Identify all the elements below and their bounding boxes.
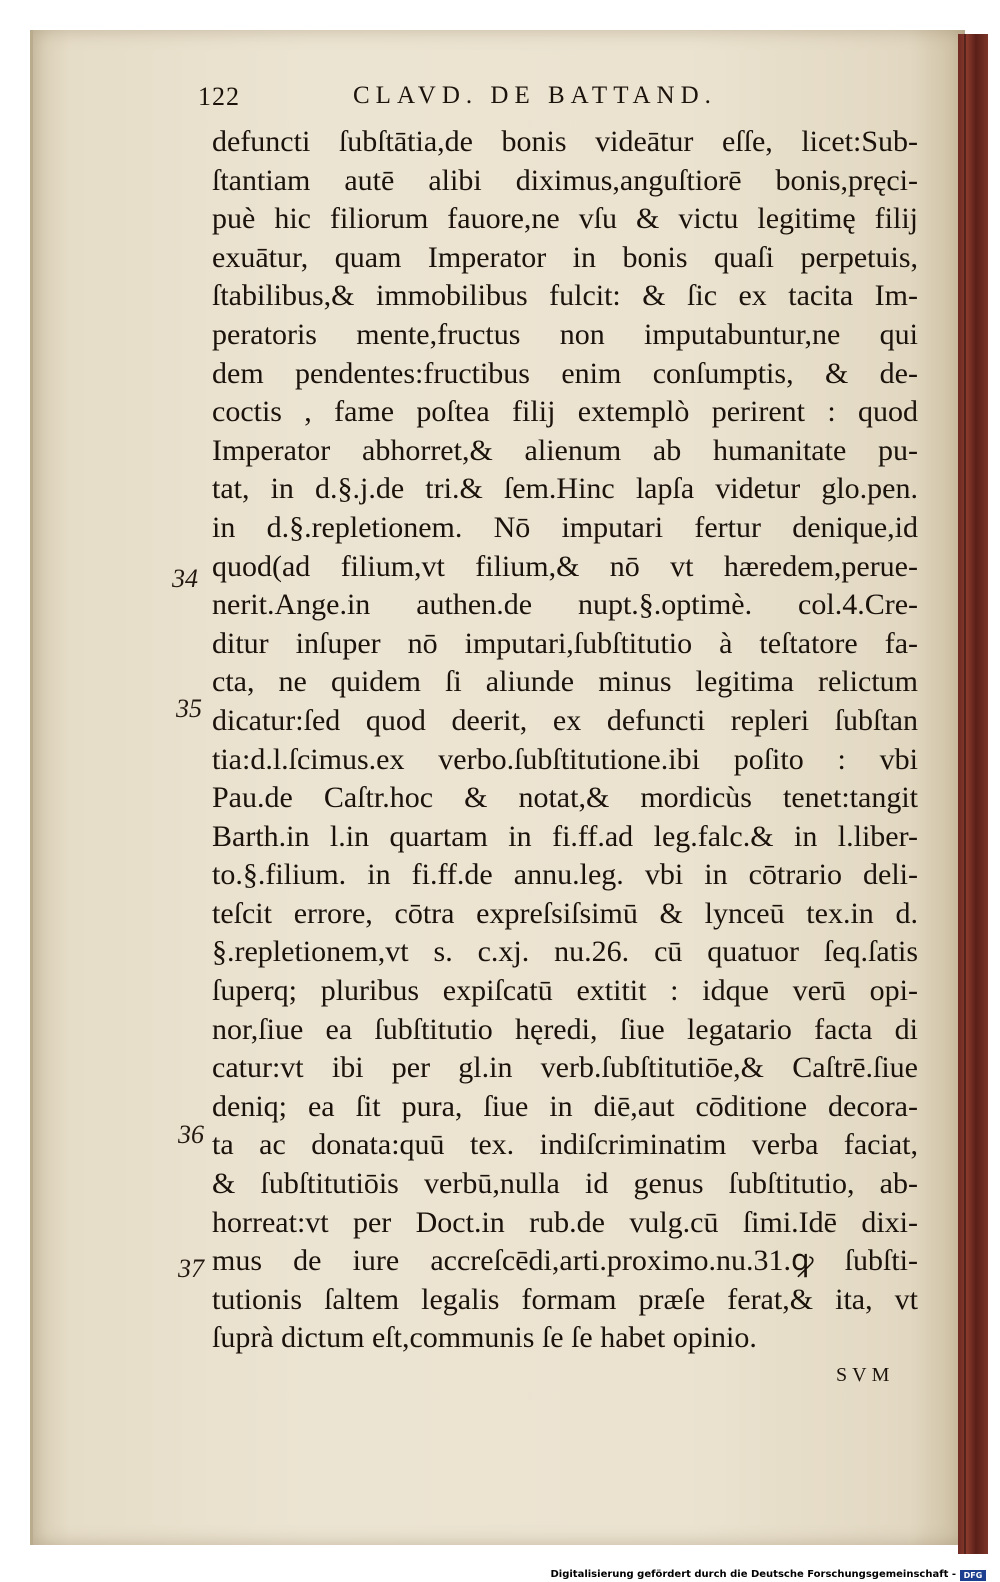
text-line: tia:d.l.ſcimus.ex verbo.ſubſtitutione.ibi poſito : vbi bbox=[212, 742, 918, 776]
running-title: CLAVD. DE BATTAND. bbox=[353, 82, 717, 109]
text-line: ſuprà dictum eſt,communis ſe ſe habet opinio. bbox=[212, 1321, 757, 1355]
text-line: ſuperq; pluribus expiſcatū extitit : idque verū opi- bbox=[212, 974, 918, 1008]
text-line: ſtabilibus,& immobilibus fulcit: & ſic ex tacita Im- bbox=[212, 279, 918, 313]
text-line: exuātur, quam Imperator in bonis quaſi perpetuis, bbox=[212, 240, 918, 274]
margin-number-36: 36 bbox=[178, 1120, 204, 1149]
text-line: coctis , fame poſtea filij extemplò perirent : quod bbox=[212, 395, 918, 429]
text-line: nerit.Ange.in authen.de nupt.§.optimè. col.4.Cre- bbox=[212, 588, 918, 622]
book-fore-edge bbox=[958, 34, 988, 1554]
text-line: Pau.de Caſtr.hoc & notat,& mordicùs tenet:tangit bbox=[212, 781, 918, 815]
text-line: ditur inſuper nō imputari,ſubſtitutio à teſtatore fa- bbox=[212, 626, 918, 660]
text-line: defuncti ſubſtātia,de bonis videātur eſſe, licet:Sub- bbox=[212, 125, 918, 158]
text-line: in d.§.repletionem. Nō imputari fertur denique,id bbox=[212, 510, 918, 544]
body-text bbox=[212, 123, 918, 1358]
text-line: ta ac donata:quū tex. indiſcriminatim verba faciat, bbox=[212, 1128, 918, 1162]
folio-number: 122 bbox=[198, 82, 240, 111]
page-header bbox=[198, 82, 798, 116]
text-line: puè hic filiorum fauore,ne vſu & victu legitimę filij bbox=[212, 202, 918, 236]
digitization-footer bbox=[0, 1570, 1000, 1582]
catchword: SVM bbox=[836, 1364, 895, 1386]
text-line: tutionis ſaltem legalis formam præſe ferat,& ita, vt bbox=[212, 1282, 918, 1316]
text-line: ſtantiam autē alibi diximus,anguſtiorē bonis,pręci- bbox=[212, 163, 918, 197]
text-line: quod(ad filium,vt filium,& nō vt hæredem,perue- bbox=[212, 549, 918, 583]
text-line: tat, in d.§.j.de tri.& ſem.Hinc lapſa videtur glo.pen. bbox=[212, 472, 918, 506]
text-line: dicatur:ſed quod deerit, ex defuncti repleri ſubſtan bbox=[212, 703, 918, 737]
margin-number-35: 35 bbox=[176, 694, 202, 723]
text-line: cta, ne quidem ſi aliunde minus legitima relictum bbox=[212, 665, 918, 699]
text-line: deniq; ea ſit pura, ſiue in diē,aut cōditione decora- bbox=[212, 1089, 918, 1123]
text-line: nor,ſiue ea ſubſtitutio hęredi, ſiue legatario facta di bbox=[212, 1012, 918, 1046]
text-line: catur:vt ibi per gl.in verb.ſubſtitutiōe,& Caſtrē.ſiue bbox=[212, 1051, 918, 1085]
margin-number-34: 34 bbox=[172, 564, 198, 593]
text-line: teſcit errore, cōtra expreſsiſsimū & lynceū tex.in d. bbox=[212, 896, 918, 930]
text-line: mus de iure accreſcēdi,arti.proximo.nu.31.ꝙ ſubſti- bbox=[212, 1244, 918, 1278]
text-line: to.§.filium. in fi.ff.de annu.leg. vbi in cōtrario deli- bbox=[212, 858, 918, 892]
dfg-logo-icon: DFG bbox=[960, 1570, 986, 1581]
text-line: horreat:vt per Doct.in rub.de vulg.cū ſimi.Idē dixi- bbox=[212, 1205, 918, 1239]
margin-number-37: 37 bbox=[178, 1254, 204, 1283]
text-line: peratoris mente,fructus non imputabuntur,ne qui bbox=[212, 317, 918, 351]
funding-credit: Digitalisierung gefördert durch die Deutsche Forschungsgemeinschaft - bbox=[550, 1569, 956, 1580]
text-line: Imperator abhorret,& alienum ab humanitate pu- bbox=[212, 433, 918, 467]
text-line: Barth.in l.in quartam in fi.ff.ad leg.falc.& in l.liber- bbox=[212, 819, 918, 853]
text-line: & ſubſtitutiōis verbū,nulla id genus ſubſtitutio, ab- bbox=[212, 1167, 918, 1201]
text-line: dem pendentes:fructibus enim conſumptis, & de- bbox=[212, 356, 918, 390]
text-line: §.repletionem,vt s. c.xj. nu.26. cū quatuor ſeq.ſatis bbox=[212, 935, 918, 969]
